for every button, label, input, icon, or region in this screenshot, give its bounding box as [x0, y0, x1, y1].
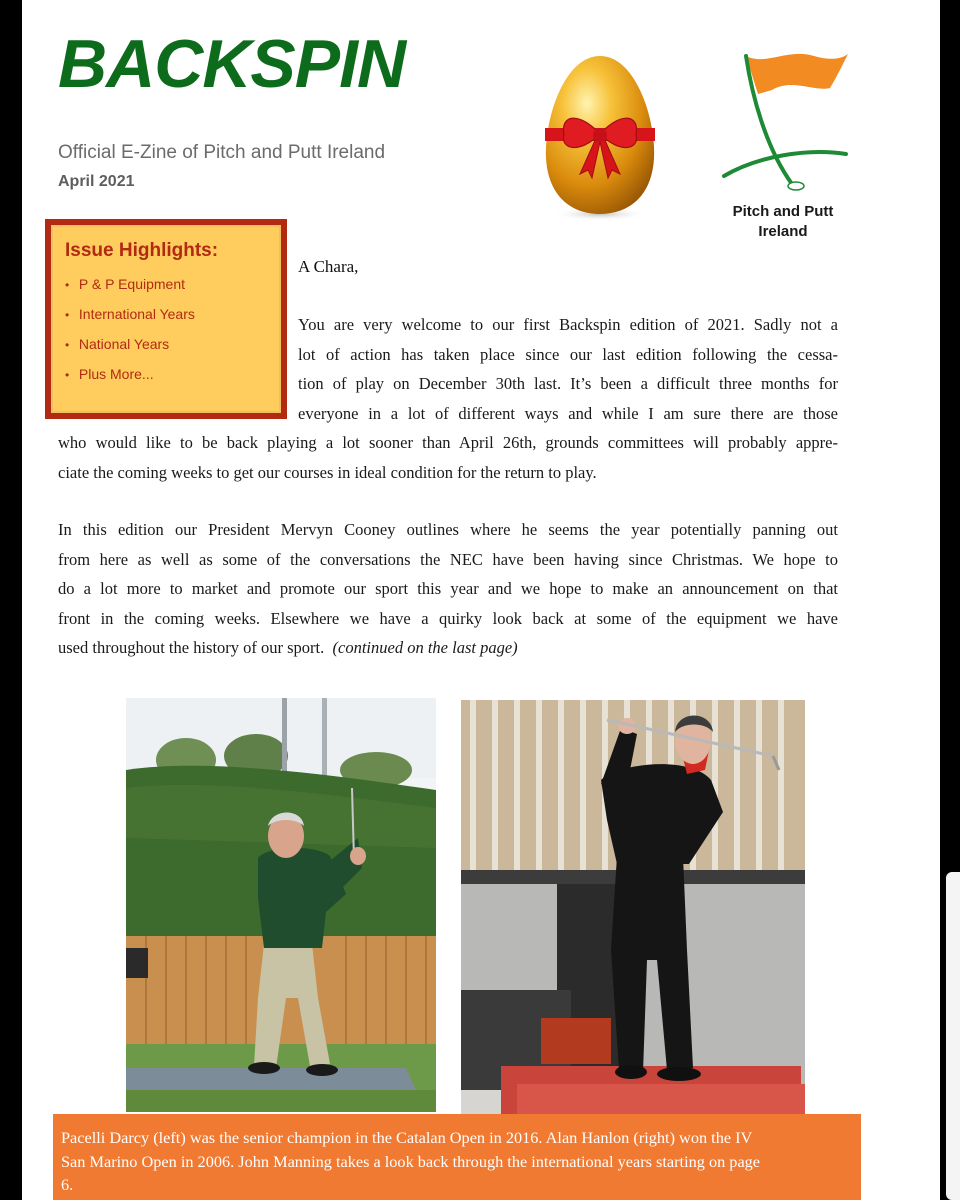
issue-highlights-list	[65, 270, 267, 390]
letter-salutation: A Chara,	[298, 257, 359, 276]
paragraph-2-last: used throughout the history of our sport.	[58, 638, 325, 657]
caption-line: San Marino Open in 2006. John Manning takes a look back through the international years starting on page	[61, 1151, 761, 1171]
paragraph-1-top	[298, 310, 838, 428]
text-line: front in the coming weeks. Elsewhere we have a quirky look back at some of the equipment we have	[58, 608, 838, 628]
issue-highlights-title: Issue Highlights:	[65, 240, 219, 261]
continued-note: (continued on the last page)	[332, 638, 518, 657]
issue-highlights-box	[45, 219, 287, 419]
text-line: from here as well as some of the conversations the NEC have been having since Christmas. We hope to	[58, 549, 838, 569]
masthead-title: BACKSPIN	[58, 26, 406, 102]
golden-egg-icon	[538, 50, 662, 222]
list-item-label: International Years	[78, 306, 195, 322]
text-line: who would like to be back playing a lot sooner than April 26th, grounds committees will probably appre-	[58, 433, 838, 452]
text-line: everyone in a lot of different ways and while I am sure there are those	[298, 403, 838, 423]
bullet-icon: •	[65, 338, 70, 352]
text-line	[58, 633, 838, 663]
scroll-edge	[946, 872, 960, 1200]
bullet-icon: •	[65, 308, 70, 322]
caption-line: Pacelli Darcy (left) was the senior champion in the Catalan Open in 2016. Alan Hanlon (right) won the IV	[61, 1128, 753, 1147]
text-line: You are very welcome to our first Backspin edition of 2021. Sadly not a	[298, 315, 838, 334]
text-line: lot of action has taken place since our last edition following the cessa-	[298, 344, 838, 364]
text-line: tion of play on December 30th last. It’s been a difficult three months for	[298, 374, 838, 393]
text-line: ciate the coming weeks to get our courses in ideal condition for the return to play.	[58, 462, 597, 482]
photo-caption	[53, 1114, 861, 1200]
paragraph-1-bottom	[58, 428, 838, 487]
bullet-icon: •	[65, 278, 70, 292]
photo-golfer-left	[126, 698, 436, 1112]
photo-golfer-right	[461, 700, 805, 1114]
logo-caption-line2: Ireland	[758, 223, 808, 240]
bullet-icon: •	[65, 368, 70, 382]
pitch-and-putt-logo-icon	[718, 48, 848, 192]
paragraph-2	[58, 515, 838, 663]
logo-caption-line1: Pitch and Putt	[732, 203, 834, 220]
list-item	[65, 360, 267, 390]
list-item-label: Plus More...	[78, 366, 154, 382]
issue-date: April 2021	[58, 173, 135, 190]
list-item	[65, 270, 267, 300]
list-item-label: P & P Equipment	[78, 276, 185, 292]
caption-line: 6.	[61, 1175, 74, 1194]
list-item	[65, 330, 267, 360]
list-item-label: National Years	[78, 336, 170, 352]
list-item	[65, 300, 267, 330]
logo-caption	[708, 202, 858, 242]
masthead-subtitle: Official E-Zine of Pitch and Putt Ireland	[58, 142, 386, 163]
text-line: In this edition our President Mervyn Cooney outlines where he seems the year potentially panning out	[58, 520, 838, 539]
text-line: do a lot more to market and promote our sport this year and we hope to make an announcement on that	[58, 579, 838, 598]
